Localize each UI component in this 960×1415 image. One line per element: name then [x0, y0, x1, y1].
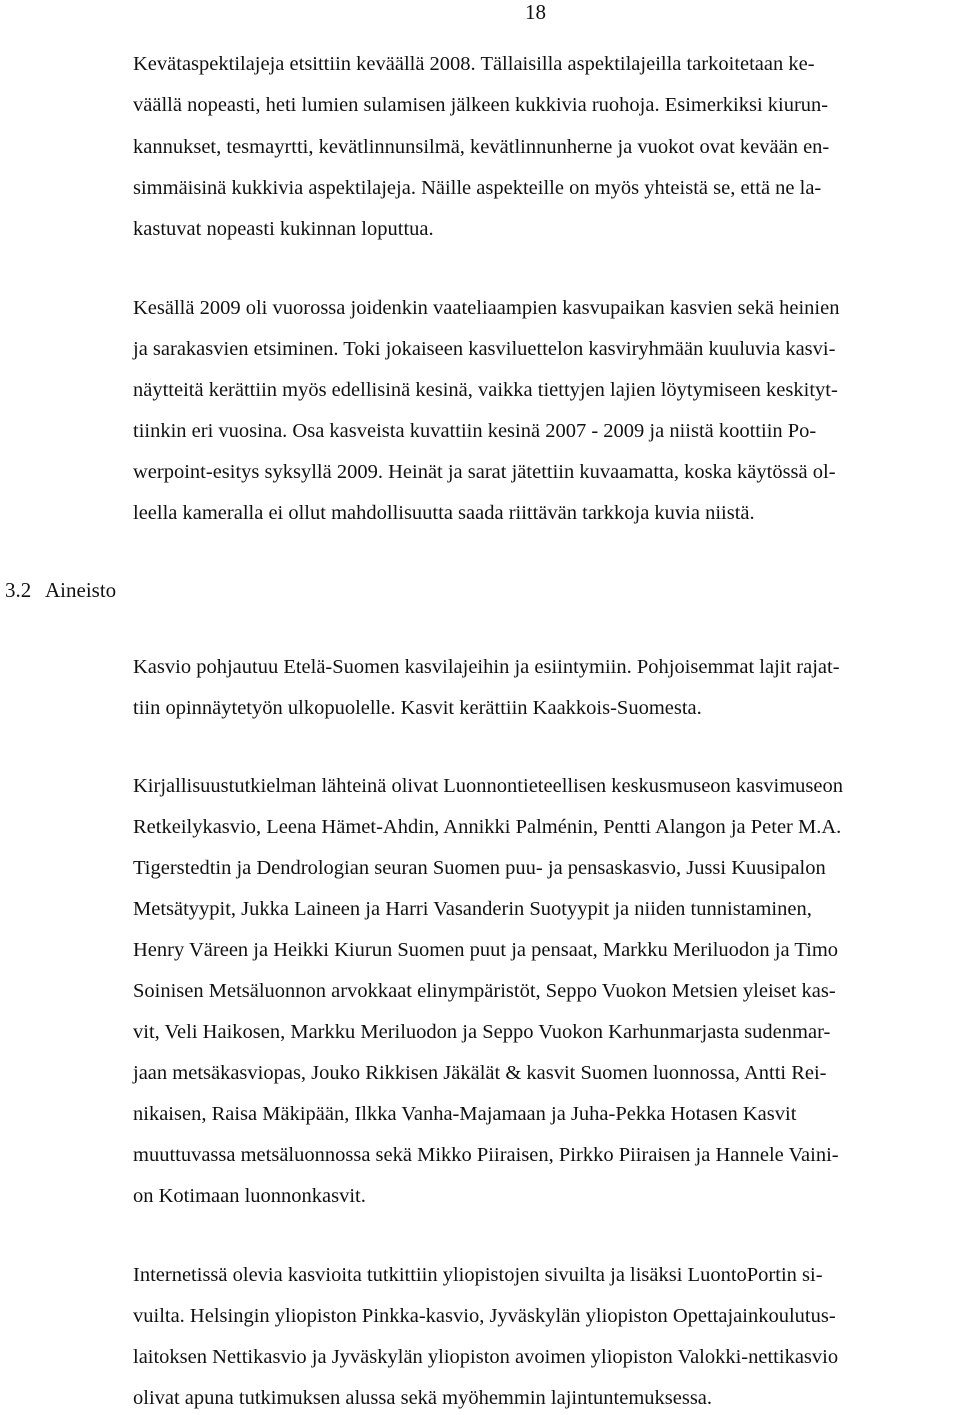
text-line: Tigerstedtin ja Dendrologian seuran Suomen puu- ja pensaskasvio, Jussi Kuusipalon [133, 857, 826, 879]
text-line: muuttuvassa metsäluonnossa sekä Mikko Piiraisen, Pirkko Piiraisen ja Hannele Vaini- [133, 1144, 839, 1166]
text-line: olivat apuna tutkimuksen alussa sekä myöhemmin lajintuntemuksessa. [133, 1387, 713, 1409]
section-title: Aineisto [45, 578, 117, 602]
text-line: Retkeilykasvio, Leena Hämet-Ahdin, Annikki Palménin, Pentti Alangon ja Peter M.A. [133, 816, 842, 838]
text-line: Kesällä 2009 oli vuorossa joidenkin vaateliaampien kasvupaikan kasvien sekä heinien [133, 297, 840, 319]
text-line: Kirjallisuustutkielman lähteinä olivat Luonnontieteellisen keskusmuseon kasvimuseon [133, 775, 843, 797]
text-line: werpoint-esitys syksyllä 2009. Heinät ja sarat jätettiin kuvaamatta, koska käytössä ol- [133, 461, 836, 483]
text-line: kastuvat nopeasti kukinnan loputtua. [133, 218, 434, 240]
text-line: simmäisinä kukkivia aspektilajeja. Näille aspekteille on myös yhteistä se, että ne la- [133, 177, 822, 199]
text-line: näytteitä kerättiin myös edellisinä kesinä, vaikka tiettyjen lajien löytymiseen keskityt- [133, 379, 838, 401]
text-line: jaan metsäkasviopas, Jouko Rikkisen Jäkälät & kasvit Suomen luonnossa, Antti Rei- [133, 1062, 827, 1084]
section-number: 3.2 [5, 578, 32, 602]
text-line: ja sarakasvien etsiminen. Toki jokaiseen kasviluettelon kasviryhmään kuuluvia kasvi- [133, 338, 836, 360]
text-line: nikaisen, Raisa Mäkipään, Ilkka Vanha-Majamaan ja Juha-Pekka Hotasen Kasvit [133, 1103, 797, 1125]
text-line: vit, Veli Haikosen, Markku Meriluodon ja Seppo Vuokon Karhunmarjasta sudenmar- [133, 1021, 831, 1043]
text-line: vuilta. Helsingin yliopiston Pinkka-kasvio, Jyväskylän yliopiston Opettajainkoulutus- [133, 1305, 836, 1327]
text-line: Metsätyypit, Jukka Laineen ja Harri Vasanderin Suotyypit ja niiden tunnistaminen, [133, 898, 812, 920]
text-line: tiinkin eri vuosina. Osa kasveista kuvattiin kesinä 2007 - 2009 ja niistä koottiin Po- [133, 420, 817, 442]
text-line: leella kameralla ei ollut mahdollisuutta saada riittävän tarkkoja kuvia niistä. [133, 502, 755, 524]
text-line: kannukset, tesmayrtti, kevätlinnunsilmä, kevätlinnunherne ja vuokot ovat kevään en- [133, 136, 830, 158]
text-line: väällä nopeasti, heti lumien sulamisen jälkeen kukkivia ruohoja. Esimerkiksi kiurun- [133, 94, 829, 116]
text-line: Internetissä olevia kasvioita tutkittiin yliopistojen sivuilta ja lisäksi LuontoPortin si- [133, 1264, 823, 1286]
text-line: Kasvio pohjautuu Etelä-Suomen kasvilajeihin ja esiintymiin. Pohjoisemmat lajit rajat- [133, 656, 840, 678]
text-line: laitoksen Nettikasvio ja Jyväskylän yliopiston avoimen yliopiston Valokki-nettikasvio [133, 1346, 839, 1368]
page-number: 18 [525, 0, 546, 24]
section-heading [5, 578, 116, 603]
text-line: on Kotimaan luonnonkasvit. [133, 1185, 366, 1207]
text-line: Kevätaspektilajeja etsittiin keväällä 2008. Tällaisilla aspektilajeilla tarkoitetaan ke- [133, 53, 815, 75]
text-line: tiin opinnäytetyön ulkopuolelle. Kasvit kerättiin Kaakkois-Suomesta. [133, 697, 702, 719]
text-line: Henry Väreen ja Heikki Kiurun Suomen puut ja pensaat, Markku Meriluodon ja Timo [133, 939, 839, 961]
text-line: Soinisen Metsäluonnon arvokkaat elinympäristöt, Seppo Vuokon Metsien yleiset kas- [133, 980, 836, 1002]
